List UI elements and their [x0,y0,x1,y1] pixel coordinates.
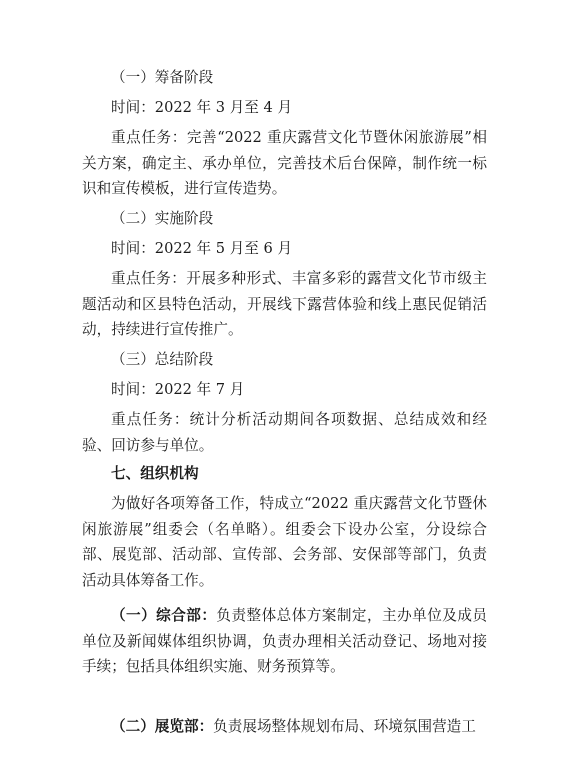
stage1-task: 重点任务：完善“2022 重庆露营文化节暨休闲旅游展”相关方案，确定主、承办单位，完善技术后台保障，制作统一标识和宣传模板，进行宣传造势。 [82,129,487,197]
stage2-title: （二）实施阶段 [111,210,214,227]
section7-body: 为做好各项筹备工作，特成立“2022 重庆露营文化节暨休闲旅游展”组委会（名单略）。组委会下设办公室，分设综合部、展览部、活动部、宣传部、会务部、安保部等部门，负责活动具体筹备工作。 [82,495,487,589]
department-zhanlan [82,714,487,740]
stage3-title: （三）总结阶段 [111,351,214,368]
stage1-title: （一）筹备阶段 [111,69,214,86]
stage1-time: 时间：2022 年 3 月至 4 月 [111,99,293,116]
department-label: （二）展览部： [111,718,214,735]
stage2-time: 时间：2022 年 5 月至 6 月 [111,240,293,257]
stage3-task: 重点任务：统计分析活动期间各项数据、总结成效和经验、回访参与单位。 [82,411,487,454]
section7-title: 七、组织机构 [111,465,199,482]
stage2-task: 重点任务：开展多种形式、丰富多彩的露营文化节市级主题活动和区县特色活动，开展线下露营体验和线上惠民促销活动，持续进行宣传推广。 [82,270,487,338]
stage3-time: 时间：2022 年 7 月 [111,381,245,398]
department-text: 负责整体总体方案制定，主办单位及成员单位及新闻媒体组织协调，负责办理相关活动登记、场地对接手续；包括具体组织实施、财务预算等。 [82,607,487,675]
department-zonghe [82,603,487,680]
department-label: （一）综合部： [111,607,217,624]
department-text: 负责展场整体规划布局、环境氛围营造工 [213,718,476,735]
